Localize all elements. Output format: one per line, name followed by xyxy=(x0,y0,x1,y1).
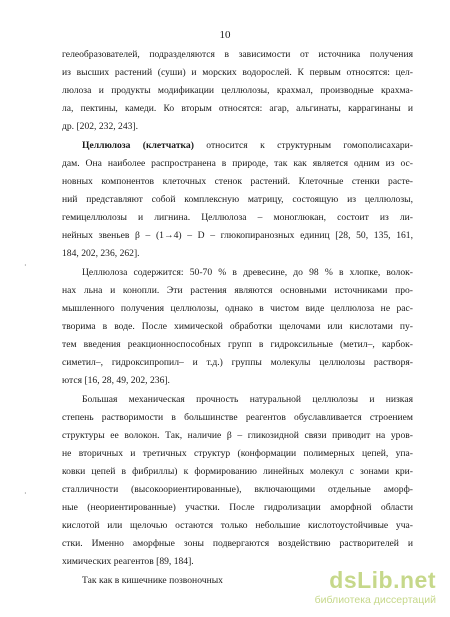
paragraph-3-line-1: Целлюлоза содержится: 50-70 % в древесине, до 98 % в хлопке, волок- xyxy=(82,267,413,278)
watermark-subtitle: библиотека диссертаций xyxy=(314,594,436,606)
paragraph-1-line-1: гелеобразователей, подразделяются в зависимости от источника получения xyxy=(62,49,413,60)
paragraph-3-line-2: нах льна и конопли. Эти растения являются основными источниками про- xyxy=(62,285,413,296)
watermark-logo: dsLib.net xyxy=(329,567,436,593)
paragraph-1-line-5: др. [202, 232, 243]. xyxy=(62,121,139,132)
paragraph-2-line-4: ний представляют собой комплексную матрицу, состоящую из целлюлозы, xyxy=(62,194,413,205)
paragraph-2-line-1-text: относится к структурным гомополисахари- xyxy=(193,140,413,151)
paragraph-2-line-2: дам. Она наиболее распространена в природе, так как является одним из ос- xyxy=(62,158,413,169)
paragraph-2-line-1 xyxy=(82,140,413,152)
paragraph-4-line-1: Большая механическая прочность натуральной целлюлозы и низкая xyxy=(82,394,413,405)
paragraph-4-line-3: структуры ее волокон. Так, наличие β – гликозидной связи приводит на уров- xyxy=(62,430,413,441)
paragraph-1-line-2: из высших растений (суши) и морских водорослей. К первым относятся: цел- xyxy=(62,67,413,78)
paragraph-4-line-2: степень растворимости в большинстве реагентов обуславливается строением xyxy=(62,412,413,423)
paragraph-3-line-6: симетил–, гидроксипропил– и т.д.) группы молекулы целлюлозы растворя- xyxy=(62,357,413,368)
paragraph-2-line-6: нейных звеньев β – (1→4) – D – глюкопиранозных единиц [28, 50, 135, 161, xyxy=(62,230,413,241)
paragraph-1-line-3: люлоза и продукты модификации целлюлозы, крахмал, производные крахма- xyxy=(62,85,413,96)
paragraph-4-line-6: сталличности (высокоориентированные), включающими отдельные аморф- xyxy=(62,484,413,495)
paragraph-5-line-1: Так как в кишечнике позвоночных xyxy=(82,575,223,586)
page-number: 10 xyxy=(219,29,231,41)
paragraph-4-line-8: кислотой или щелочью остаются только небольшие кислотоустойчивые уча- xyxy=(62,520,413,531)
paragraph-4-line-4: не вторичных и третичных структур (конформации полимерных цепей, упа- xyxy=(62,448,413,459)
watermark xyxy=(286,567,436,607)
paragraph-3-line-3: мышленного получения целлюлозы, однако в чистом виде целлюлоза не рас- xyxy=(62,303,413,314)
paragraph-2-line-7: 184, 202, 236, 262]. xyxy=(62,248,140,259)
paragraph-4-line-7: ные (неориентированные) участки. После гидролизации аморфной области xyxy=(62,502,413,513)
margin-mark: · xyxy=(24,261,27,270)
paragraph-2-line-5: гемицеллюлозы и лигнина. Целлюлоза – моноглюкан, состоит из ли- xyxy=(62,212,413,223)
paragraph-3-line-5: тем введения реакционноспособных групп в гидроксильные (метил–, карбок- xyxy=(62,339,413,350)
paragraph-4-line-5: ковки цепей в фибриллы) к формированию линейных молекул с зонами кри- xyxy=(62,466,413,477)
margin-mark: · xyxy=(24,489,27,498)
paragraph-4-line-10: химических реагентов [89, 184]. xyxy=(62,556,194,567)
paragraph-3-line-7: ются [16, 28, 49, 202, 236]. xyxy=(62,375,170,386)
paragraph-1-line-4: ла, пектины, камеди. Ко вторым относятся: агар, альгинаты, каррагинаны и xyxy=(62,103,413,114)
paragraph-4-line-9: стки. Именно аморфные зоны подвергаются воздействию растворителей и xyxy=(62,538,413,549)
paragraph-2-bold-lead: Целлюлоза (клетчатка) xyxy=(82,140,194,151)
paragraph-2-line-3: новных компонентов клеточных стенок растений. Клеточные стенки расте- xyxy=(62,176,413,187)
paragraph-3-line-4: творима в воде. После химической обработки щелочами или кислотами пу- xyxy=(62,321,413,332)
